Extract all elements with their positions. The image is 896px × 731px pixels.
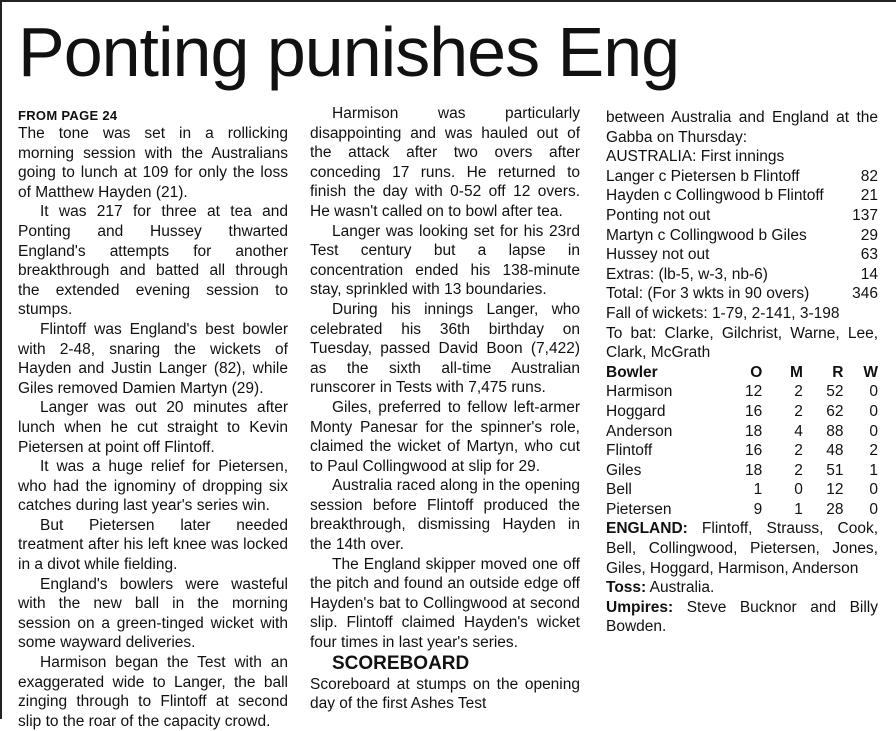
bowler-runs: 48 xyxy=(826,442,844,460)
batting-row xyxy=(606,186,878,206)
extras-runs: 14 xyxy=(860,265,878,283)
paragraph: But Pietersen later needed treatment after his left knee was locked in a divot while fielding. xyxy=(18,516,288,574)
batter-name: Hayden c Collingwood b Flintoff xyxy=(606,187,824,205)
scoreboard-intro-cont: between Australia and England at the Gabba on Thursday: xyxy=(606,109,878,146)
header-bowler: Bowler xyxy=(606,363,658,381)
bowler-overs: 18 xyxy=(745,422,763,440)
bowler-maidens: 4 xyxy=(794,422,803,440)
bowler-maidens: 2 xyxy=(794,383,803,401)
bowling-row xyxy=(606,461,878,481)
paragraph: Australia raced along in the opening session before Flintoff produced the breakthrough, dismissing Hayden in the 14th over. xyxy=(310,477,580,554)
left-rule xyxy=(0,0,2,719)
paragraph: The England skipper moved one off the pitch and found an outside edge off Hayden's bat to Collingwood at second slip. Flintoff claimed Hayden's wicket four times in last year's series. xyxy=(310,555,580,652)
bowling-row xyxy=(606,480,878,500)
bowler-runs: 52 xyxy=(826,383,844,401)
bowling-table xyxy=(606,363,878,520)
top-rule xyxy=(0,0,896,2)
batter-runs: 21 xyxy=(860,187,878,205)
batting-row xyxy=(606,245,878,265)
bowler-name: Harmison xyxy=(606,383,673,401)
paragraph: Langer was looking set for his 23rd Test century but a lapse in concentration ended his 138-minute stay, sprinkled with 13 boundaries. xyxy=(310,222,580,299)
batter-runs: 63 xyxy=(860,246,878,264)
batter-runs: 137 xyxy=(852,206,878,224)
bowler-name: Pietersen xyxy=(606,500,672,518)
bowler-wickets: 0 xyxy=(869,402,878,420)
bowler-maidens: 2 xyxy=(794,442,803,460)
scoreboard-intro: Scoreboard at stumps on the opening day of the first Ashes Test xyxy=(310,675,580,713)
toss xyxy=(606,578,878,598)
bowler-name: Anderson xyxy=(606,422,673,440)
bowler-overs: 12 xyxy=(745,383,763,401)
fall-of-wickets: Fall of wickets: 1-79, 2-141, 3-198 xyxy=(606,304,840,322)
bowler-wickets: 0 xyxy=(869,500,878,518)
bowling-row xyxy=(606,422,878,442)
bowler-maidens: 2 xyxy=(794,402,803,420)
paragraph: The tone was set in a rollicking morning session with the Australians going to lunch at 109 for only the loss of Matthew Hayden (21). xyxy=(18,125,288,201)
paragraph: During his innings Langer, who celebrated his 36th birthday on Tuesday, passed David Boon (7,422) as the sixth all-time Australian runscorer in Tests with 7,475 runs. xyxy=(310,300,580,397)
bowler-wickets: 1 xyxy=(869,461,878,479)
extras-label: Extras: (lb-5, w-3, nb-6) xyxy=(606,265,768,283)
header-runs: R xyxy=(832,363,844,381)
bowler-wickets: 0 xyxy=(869,383,878,401)
bowler-wickets: 2 xyxy=(869,442,878,460)
batter-runs: 82 xyxy=(860,167,878,185)
scoreboard-heading: SCOREBOARD xyxy=(332,652,470,674)
bowler-overs: 16 xyxy=(745,442,763,460)
total-row xyxy=(606,284,878,304)
bowler-maidens: 0 xyxy=(794,481,803,499)
article-column-1 xyxy=(18,108,288,731)
bowler-overs: 1 xyxy=(753,481,763,499)
paragraph: Flintoff was England's best bowler with 2-48, snaring the wickets of Hayden and Justin Langer (82), while Giles removed Damien Martyn (29). xyxy=(18,320,288,397)
paragraph: It was 217 for three at tea and Ponting and Hussey thwarted England's attempts for another breakthrough and batted all through the extended evening session to stumps. xyxy=(18,203,288,319)
continued-from-label: FROM PAGE 24 xyxy=(18,108,118,123)
batting-row xyxy=(606,167,878,187)
bowler-name: Hoggard xyxy=(606,402,666,420)
paragraph: It was a huge relief for Pietersen, who had the ignominy of dropping six catches during last year's series win. xyxy=(18,458,288,515)
total-runs: 346 xyxy=(852,285,878,303)
bowler-overs: 18 xyxy=(745,461,763,479)
bowler-maidens: 1 xyxy=(794,500,803,518)
batter-name: Hussey not out xyxy=(606,246,710,264)
bowler-runs: 28 xyxy=(826,500,844,518)
paragraph: England's bowlers were wasteful with the new ball in the morning session on a green-tinged wicket with some wayward deliveries. xyxy=(18,575,288,652)
batter-name: Ponting not out xyxy=(606,206,711,224)
bowler-overs: 9 xyxy=(753,500,763,518)
paragraph: Langer was out 20 minutes after lunch when he cut straight to Kevin Pietersen at point off Flintoff. xyxy=(18,399,288,456)
header-overs: O xyxy=(750,363,763,381)
bowling-row xyxy=(606,441,878,461)
toss-value: Australia. xyxy=(649,579,715,597)
bowler-name: Giles xyxy=(606,461,642,479)
bowler-runs: 88 xyxy=(826,422,844,440)
england-label: ENGLAND: xyxy=(606,520,688,538)
bowler-name: Flintoff xyxy=(606,442,653,460)
bowler-runs: 12 xyxy=(826,481,844,499)
bowler-runs: 51 xyxy=(826,461,844,479)
bowling-row xyxy=(606,402,878,422)
bowler-maidens: 2 xyxy=(794,461,803,479)
england-players: Flintoff, Strauss, Cook, Bell, Collingwood, Pietersen, Jones, Giles, Hoggard, Harmison, Anderson xyxy=(606,520,879,577)
umpires-value: Steve Bucknor and Billy Bowden. xyxy=(606,598,878,636)
england-team xyxy=(606,519,878,578)
toss-label: Toss: xyxy=(606,579,647,597)
batting-row xyxy=(606,206,878,226)
bowling-row xyxy=(606,500,878,520)
headline: Ponting punishes Eng xyxy=(18,13,680,91)
scoreboard-column xyxy=(606,108,878,637)
paragraph: Giles, preferred to fellow left-armer Monty Panesar for the spinner's role, claimed the wicket of Martyn, who cut to Paul Collingwood at slip for 29. xyxy=(310,398,580,475)
header-maidens: M xyxy=(789,363,803,381)
batter-name: Langer c Pietersen b Flintoff xyxy=(606,167,800,185)
umpires-label: Umpires: xyxy=(606,598,674,616)
bowler-wickets: 0 xyxy=(869,481,878,499)
header-wickets: W xyxy=(863,363,878,381)
total-label: Total: (For 3 wkts in 90 overs) xyxy=(606,285,810,303)
batter-runs: 29 xyxy=(860,226,878,244)
extras-row xyxy=(606,265,878,285)
batter-name: Martyn c Collingwood b Giles xyxy=(606,226,807,244)
article-column-2 xyxy=(310,104,580,714)
paragraph: Harmison began the Test with an exaggerated wide to Langer, the ball zinging through to Flintoff at second slip to the roar of the capacity crowd. xyxy=(18,654,288,730)
to-bat: To bat: Clarke, Gilchrist, Warne, Lee, Clark, McGrath xyxy=(606,324,878,362)
bowling-header-row xyxy=(606,363,878,383)
bowler-runs: 62 xyxy=(826,402,844,420)
bowler-wickets: 0 xyxy=(869,422,878,440)
bowling-row xyxy=(606,382,878,402)
bowler-name: Bell xyxy=(606,481,632,499)
bowler-overs: 16 xyxy=(745,402,763,420)
batting-row xyxy=(606,226,878,246)
paragraph: Harmison was particularly disappointing and was hauled out of the attack after two overs after conceding 17 runs. He returned to finish the day with 0-52 off 12 overs. He wasn't called on to bowl after tea. xyxy=(310,105,580,220)
innings-title: AUSTRALIA: First innings xyxy=(606,148,785,166)
umpires xyxy=(606,598,878,637)
